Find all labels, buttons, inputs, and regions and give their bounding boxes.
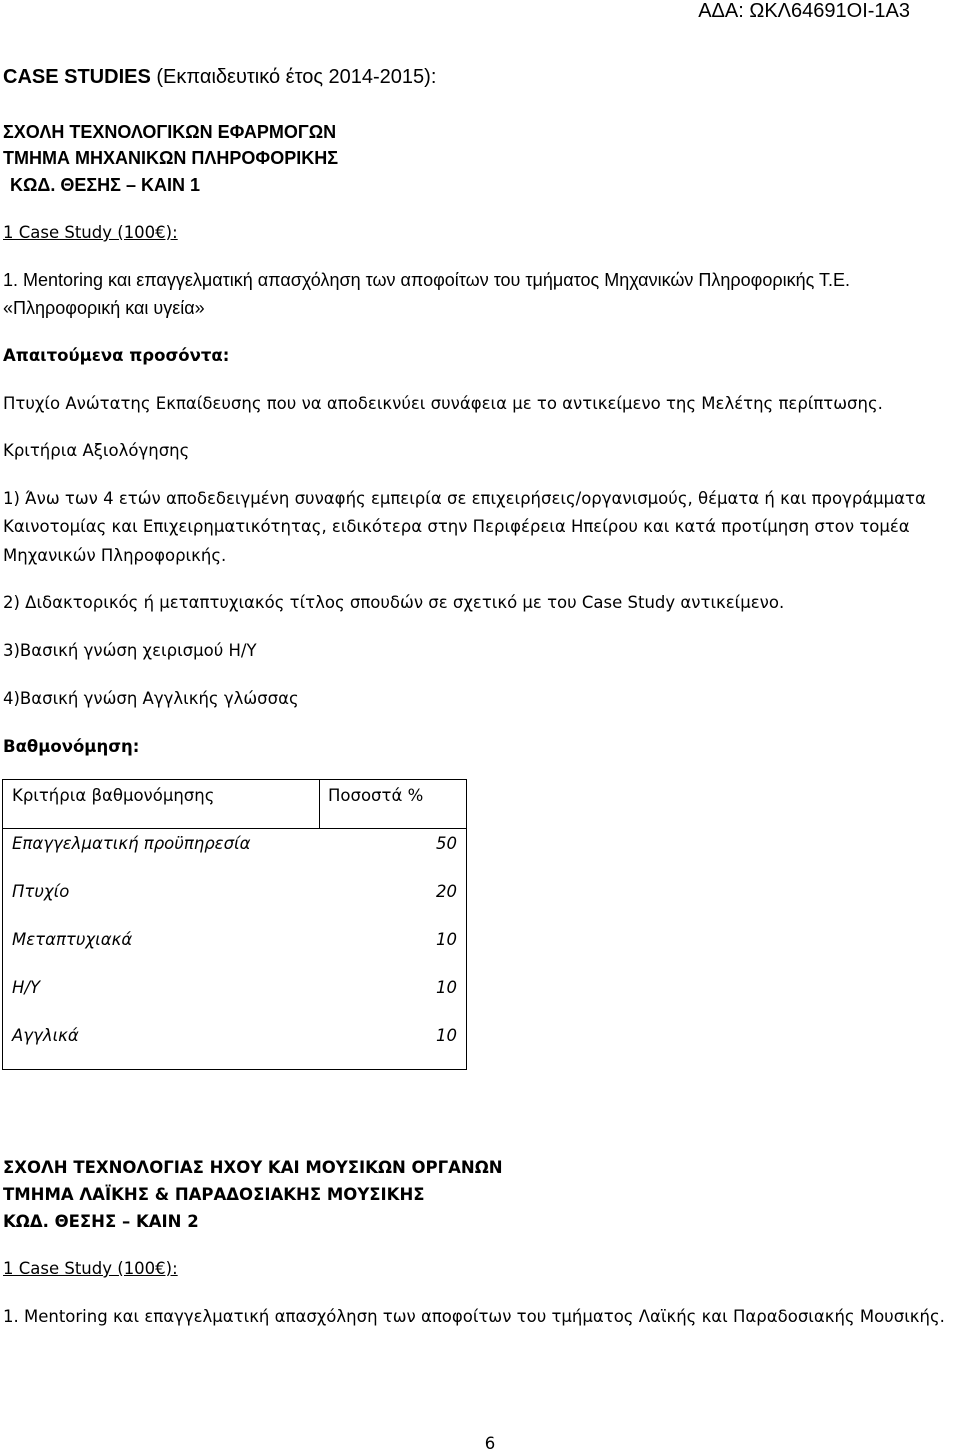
section2-school: ΣΧΟΛΗ ΤΕΧΝΟΛΟΓΙΑΣ ΗΧΟΥ ΚΑΙ ΜΟΥΣΙΚΩΝ ΟΡΓΑΝΩΝ [3,1158,503,1177]
page-number: 6 [484,1434,496,1453]
criteria-label: Κριτήρια Αξιολόγησης [3,441,190,460]
case-studies-heading [3,66,436,89]
criterion-3: 3)Βασική γνώση χειρισμού Η/Υ [3,641,257,660]
table-row-percent: 20 [436,882,457,901]
section1-topic-line1: 1. Mentoring και επαγγελματική απασχόληση των αποφοίτων του τμήματος Μηχανικών Πληροφορικής Τ.Ε. [3,270,850,290]
grading-table [2,779,467,1070]
table-row-percent: 10 [436,930,457,949]
section2-topic-line1: 1. Mentoring και επαγγελματική απασχόληση των αποφοίτων του τμήματος Λαϊκής και Παραδοσιακής Μουσικής. [3,1307,945,1326]
table-row-percent: 10 [436,1026,457,1045]
case-studies-heading-year: (Εκπαιδευτικό έτος 2014-2015): [150,66,437,88]
required-quals-text: Πτυχίο Ανώτατης Εκπαίδευσης που να αποδεικνύει συνάφεια με το αντικείμενο της Μελέτης περίπτωσης. [3,394,883,413]
table-header-percent: Ποσοστά % [328,786,424,805]
criterion-4: 4)Βασική γνώση Αγγλικής γλώσσας [3,689,299,708]
section1-department: ΤΜΗΜΑ ΜΗΧΑΝΙΚΩΝ ΠΛΗΡΟΦΟΡΙΚΗΣ [3,148,339,168]
table-row-percent: 10 [436,978,457,997]
required-quals-label: Απαιτούμενα προσόντα: [3,346,230,365]
section1-school: ΣΧΟΛΗ ΤΕΧΝΟΛΟΓΙΚΩΝ ΕΦΑΡΜΟΓΩΝ [3,122,337,142]
table-row-percent: 50 [436,834,457,853]
ada-code: ΑΔΑ: ΩΚΛ64691ΟΙ-1Α3 [698,0,910,22]
case-studies-heading-bold: CASE STUDIES [3,66,151,88]
table-header-divider [3,828,466,829]
section1-position-code: ΚΩΔ. ΘΕΣΗΣ – ΚΑΙΝ 1 [10,175,201,195]
criterion-1-line-2: Καινοτομίας και Επιχειρηματικότητας, ειδικότερα στην Περιφέρεια Ηπείρου και κατά προτίμηση στον τομέα [3,517,910,536]
table-header-criteria: Κριτήρια βαθμονόμησης [12,786,215,805]
section2-department: ΤΜΗΜΑ ΛΑΪΚΗΣ & ΠΑΡΑΔΟΣΙΑΚΗΣ ΜΟΥΣΙΚΗΣ [3,1185,425,1204]
section2-position-code: ΚΩΔ. ΘΕΣΗΣ – ΚΑΙΝ 2 [3,1212,199,1231]
table-row-criterion: Πτυχίο [12,882,70,901]
section1-topic-line2: «Πληροφορική και υγεία» [3,298,205,318]
table-row-criterion: Επαγγελματική προϋπηρεσία [12,834,251,853]
section2-case-study-count: 1 Case Study (100€): [3,1259,178,1278]
table-row-criterion: Μεταπτυχιακά [12,930,133,949]
table-row-criterion: Αγγλικά [12,1026,79,1045]
table-row-criterion: Η/Υ [12,978,41,997]
criterion-2: 2) Διδακτορικός ή μεταπτυχιακός τίτλος σπουδών σε σχετικό με του Case Study αντικείμενο. [3,593,785,612]
section1-case-study-count: 1 Case Study (100€): [3,223,178,242]
criterion-1-line-3: Μηχανικών Πληροφορικής. [3,546,227,565]
table-column-divider [319,780,320,828]
criterion-1-line-1: 1) Άνω των 4 ετών αποδεδειγμένη συναφής εμπειρία σε επιχειρήσεις/οργανισμούς, θέματα ή και προγράμματα [3,489,926,508]
grading-label: Βαθμονόμηση: [3,737,140,756]
